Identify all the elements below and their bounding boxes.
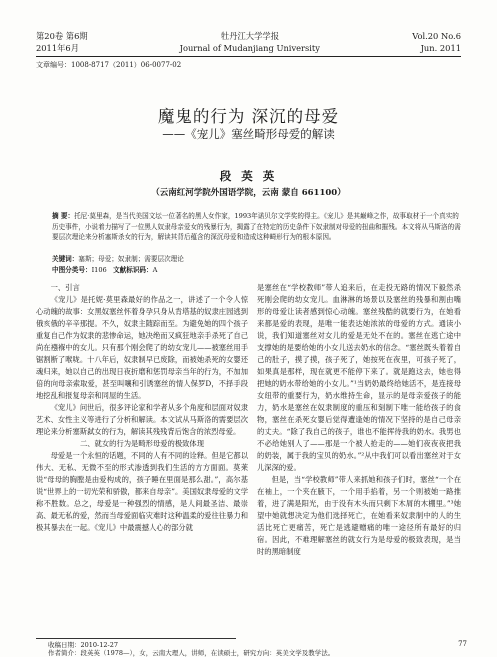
classification bbox=[52, 265, 461, 276]
page-title: 魔鬼的行为 深沉的母爱 bbox=[157, 107, 340, 126]
paragraph: 《宠儿》是托妮·莫里森最好的作品之一，讲述了一个令人惊心动魄的故事：女黑奴塞丝怀着身孕只身从肯塔基的奴隶庄园逃到俄亥俄的辛辛那提。不久，奴隶主随踪而至。为避免她的四个孩子重复自己作为奴隶的悲惨命运，她决绝而又疯狂地亲手杀死了自己尚在襁褓中的女儿。只有那个刚会爬了的幼女宠儿——被塞丝用手锯割断了喉咙。十八年后，奴隶制早已废除，而被她杀死的女婴还魂归来，她以自己的出现日夜折磨和惩罚母亲当年的行为，不加加倍的向母亲索取爱，甚至叫嚷和引诱塞丝的情人保罗D，不择手段地挖乱和报复母亲和同屋的生活。 bbox=[36, 295, 248, 400]
journal-name-en: Journal of Mudanjiang University bbox=[179, 43, 320, 53]
paragraph: 但是，当“学校教师”带人来抓她和孩子们时，塞丝“一个在在袖上，一个夹在腋下，一个用手掐着，另一个则被她一路推着，进了满是阳光，由于没有木头而只剩下木屑的木棚里。”³她望中她就想决定为他们选择死亡，在她看来奴隶制中的人的生活比死亡更痛苦，死亡是逃避赠痛的唯一途径所有最好的归宿。因此，不难理解塞丝的就女行为是母爱的极致表现，是当时的黑暗制度 bbox=[257, 475, 461, 556]
paragraph: 是塞丝在“学校教师”带人追来后，在走投无路的情况下毅然杀死刚会爬的幼女宠儿。血淋淋的场景以及塞丝的残暴和割由嘴形的母爱让读者感到惊心动魄。塞丝残酷的就要行为，在她看来都是爱的表现，是唯一能表达她浓浓的母爱的方式。通读小说，我们知道塞丝对女儿的爱是无处不在的。塞丝在逃亡途中支撑她的是要给她的小女儿送去奶水的信念。“塞丝既头着着自己的肚子，摸了摸，孩子死了，她按死在夜里，可孩子死了，如果真是那样，现在就更不能停下来了。就是跑这去，她也得把她的奶水带给她的小女儿。”¹当奶奶最终给她活不，是连接母女纽带的重要行为，奶水维持生命，显示的是母亲爱孩子的能力，奶水是塞丝在奴隶制度的重压和刻制下唯一能给孩子的食物，塞丝在杀死女婴后觉得遭逢她的情况下坚持的是自己母亲的丈夫。“除了我自己的孩子，谁也不能挥待我的奶水。我男也不必给她别人了——那是一个被人抢走的——她们夜夜夜把我的奶装，属于我的宝贝的奶水。”²从中我们可以看出塞丝对于女儿深深的爱。 bbox=[257, 283, 461, 472]
section-heading: 二、就女的行为是畸形母爱的极致体现 bbox=[79, 439, 205, 448]
abstract-text: 托尼·莫里森，是当代美国文坛一位著名的黑人女作家，1993年诺贝尔文学奖的得主。《宠儿》是其巅峰之作，故事取材于一个真实的历史事件，小说着力描写了一位黑人奴隶母亲爱女的残暴行为，揭露了在特定的历史条件下奴隶制对母爱的扭曲和摧残。本文将从马斯洛的需要层次理论来分析塞斯杀女的行为，解读其背后蕴含的深沉母爱和造成这种畸形行为的根本原因。 bbox=[52, 212, 461, 241]
abstract bbox=[52, 211, 461, 253]
cls-label: 中图分类号： bbox=[52, 266, 92, 274]
received-date: 收稿日期：2010-12-27 bbox=[48, 641, 118, 649]
doc-code-value: A bbox=[152, 266, 158, 274]
body-left-column bbox=[36, 282, 248, 635]
header-rule bbox=[36, 56, 461, 57]
body-right-column bbox=[257, 282, 461, 654]
keywords-label: 关键词： bbox=[52, 255, 79, 263]
paragraph: 《宠儿》问世后，很多评论家和学者从多个角度和层面对奴隶艺术、女性主义等进行了分析和解读。本文试从马斯洛的需要层次理论来分析塞斯弑女的行为，解读其残残背后饱含的浓烈母爱。 bbox=[36, 403, 248, 436]
journal-name-cn: 牡丹江大学学报 bbox=[220, 31, 279, 41]
page-subtitle: ——《宠儿》塞丝畸形母爱的解读 bbox=[162, 127, 335, 141]
cls-value: I106 bbox=[91, 266, 107, 274]
doc-code-label: 文献标识码： bbox=[113, 266, 153, 274]
keywords-text: 塞斯；母爱；奴隶制；需要层次理论 bbox=[78, 255, 184, 263]
footnote-rule bbox=[36, 638, 236, 639]
date-en: Jun. 2011 bbox=[420, 43, 461, 53]
article-number: 文章编号：1008-8717（2011）06-0077-02 bbox=[36, 61, 182, 69]
keywords bbox=[52, 254, 461, 265]
paragraph: 母爱是一个永恒的话题，不同的人有不同的诠释。但是它都以伟大、无私、无微不至的形式渗透到我们生活的方方面面。莫莱说“母母的胸膛是由爱构成的，孩子睡在里面是那么甜。”，高尔基说“世界上的一切光荣和骄傲，都来自母亲”。美国奴隶母爱的文学称不胜数。总之，母爱是一种强烈的情感，是人间最圣洁、最崇高、最无私的爱，然而当母爱面临灾难时这种温柔的爱往往暴力和极其暴去在一起。《宠儿》中最震撼人心的部分就 bbox=[36, 451, 248, 532]
volume-issue-en: Vol.20 No.6 bbox=[412, 31, 461, 41]
running-header-top bbox=[36, 31, 461, 42]
author-affiliation: （云南红河学院外国语学院，云南 蒙自 661100） bbox=[151, 188, 346, 198]
running-header-bottom bbox=[36, 43, 461, 54]
abstract-label: 摘 要： bbox=[52, 212, 75, 220]
author-name: 段 英 英 bbox=[219, 169, 278, 183]
page-number: 77 bbox=[458, 640, 467, 648]
volume-issue-cn: 第20卷 第6期 bbox=[36, 31, 88, 41]
section-heading: 一、引言 bbox=[50, 283, 80, 292]
author-bio: 作者简介：段英英（1978—），女，云南大理人，讲师，在读硕士，研究方向：英美文学及教学法。 bbox=[48, 649, 335, 657]
date-cn: 2011年6月 bbox=[36, 43, 79, 53]
